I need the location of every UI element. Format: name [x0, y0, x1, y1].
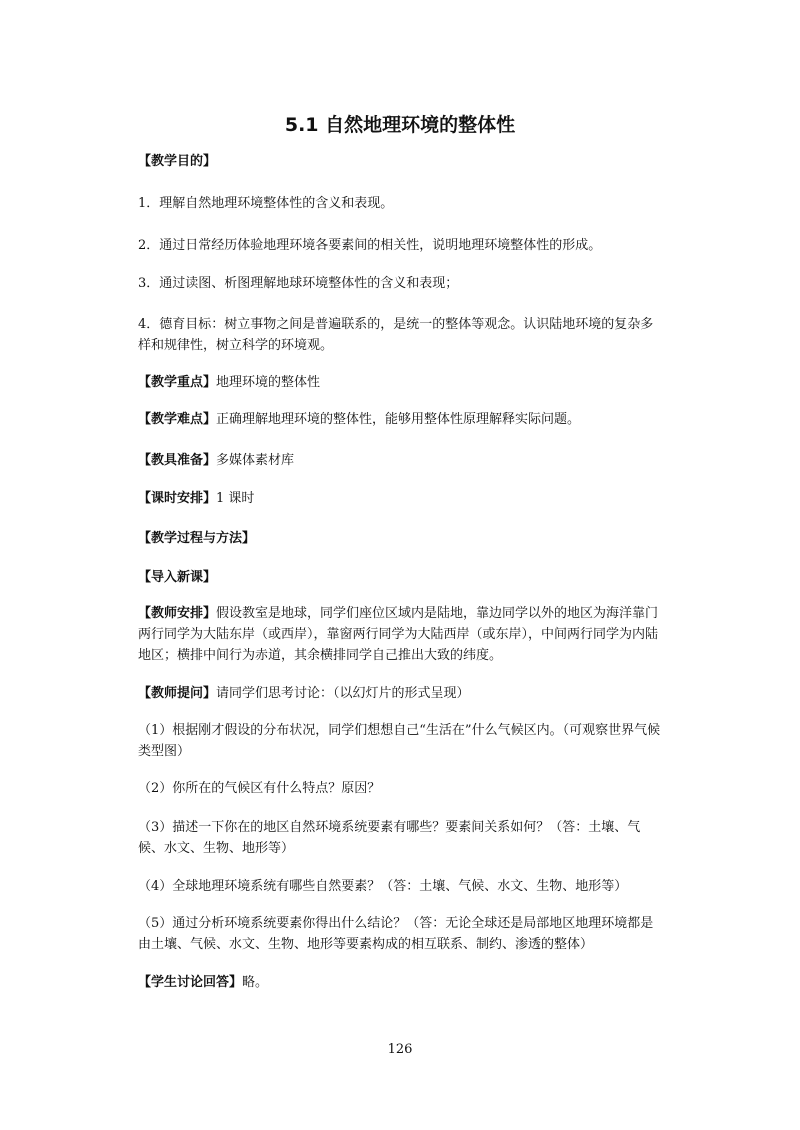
teacher-arrange-text: 假设教室是地球，同学们座位区域内是陆地，靠边同学以外的地区为海洋靠门两行同学为大陆东岸（或西岸），靠窗两行同学为大陆西岸（或东岸），中间两行同学为内陆地区；横排中间行为赤道，其余横排同学自己推出大致的纬度。 — [138, 606, 659, 663]
schedule — [138, 488, 663, 509]
teacher-question-label: 【教师提问】 — [138, 686, 217, 701]
question-item: （2）你所在的气候区有什么特点？原因？ — [138, 781, 381, 796]
objective-item: 2．通过日常经历体验地理环境各要素间的相关性，说明地理环境整体性的形成。 — [138, 238, 602, 253]
question-item: （5）通过分析环境系统要素你得出什么结论？（答：无论全球还是局部地区地理环境都是由土壤、气候、水文、生物、地形等要素构成的相互联系、制约、渗透的整体） — [138, 916, 654, 952]
key-point-label: 【教学重点】 — [138, 375, 217, 390]
teacher-question-text: 请同学们思考讨论：（以幻灯片的形式呈现） — [216, 686, 470, 701]
schedule-text: 1 课时 — [216, 491, 255, 506]
difficulty — [138, 409, 663, 430]
student-answer-label: 【学生讨论回答】 — [138, 975, 243, 990]
objective-item: 4．德育目标：树立事物之间是普遍联系的，是统一的整体等观念。认识陆地环境的复杂多样和规律性，树立科学的环境观。 — [138, 317, 654, 353]
tools-text: 多媒体素材库 — [216, 453, 295, 468]
page-title: 5.1 自然地理环境的整体性 — [284, 114, 516, 136]
question-item: （1）根据刚才假设的分布状况，同学们想想自己“生活在”什么气候区内。（可观察世界气候类型图） — [138, 723, 661, 759]
tools — [138, 450, 663, 471]
difficulty-text: 正确理解地理环境的整体性，能够用整体性原理解释实际问题。 — [216, 412, 581, 427]
teacher-arrange — [138, 603, 663, 666]
objective-item: 3．通过读图、析图理解地球环境整体性的含义和表现； — [138, 276, 459, 291]
objectives-heading: 【教学目的】 — [138, 154, 217, 169]
key-point-text: 地理环境的整体性 — [216, 375, 321, 390]
difficulty-label: 【教学难点】 — [138, 412, 217, 427]
teacher-arrange-label: 【教师安排】 — [138, 606, 217, 621]
teacher-question — [138, 683, 663, 704]
tools-label: 【教具准备】 — [138, 453, 217, 468]
key-point — [138, 372, 663, 393]
objective-item: 1．理解自然地理环境整体性的含义和表现。 — [138, 196, 394, 211]
student-answer-text: 略。 — [242, 975, 269, 990]
page-number: 126 — [387, 1042, 413, 1057]
process-heading: 【教学过程与方法】 — [138, 531, 256, 546]
student-answer — [138, 972, 663, 993]
schedule-label: 【课时安排】 — [138, 491, 217, 506]
intro-heading: 【导入新课】 — [138, 570, 217, 585]
question-item: （3）描述一下你在的地区自然环境系统要素有哪些？要素间关系如何？（答：土壤、气候、水文、生物、地形等） — [138, 820, 641, 856]
question-item: （4）全球地理环境系统有哪些自然要素？（答：土壤、气候、水文、生物、地形等） — [138, 879, 628, 894]
